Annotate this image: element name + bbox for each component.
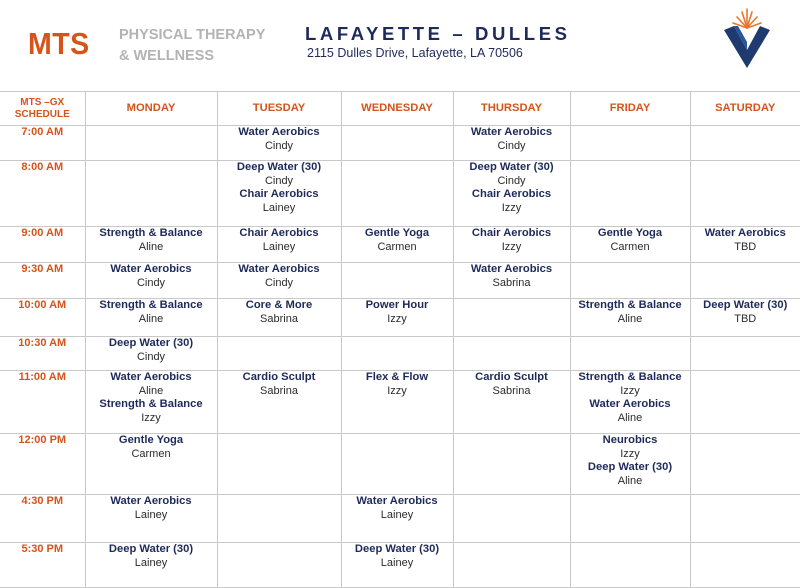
schedule-cell-friday <box>570 337 690 371</box>
instructor-name: Carmen <box>377 240 417 253</box>
instructor-name: Sabrina <box>492 276 531 289</box>
location-title: LAFAYETTE – DULLES <box>305 23 571 44</box>
instructor-name: Aline <box>617 412 643 425</box>
table-row <box>0 299 800 337</box>
class-name: Strength & Balance <box>99 299 203 311</box>
schedule-cell-saturday <box>690 263 800 299</box>
brand-tagline-line-2: & WELLNESS <box>119 48 215 64</box>
time-slot-label: 12:00 PM <box>0 434 85 495</box>
time-slot-label: 10:00 AM <box>0 299 85 337</box>
schedule-cell-thursday <box>453 227 570 263</box>
schedule-cell-monday <box>85 161 217 227</box>
schedule-cell-tuesday <box>217 299 341 337</box>
instructor-name: Lainey <box>380 556 414 569</box>
schedule-cell-monday <box>85 434 217 495</box>
instructor-name: Cindy <box>136 350 166 363</box>
schedule-cell-saturday <box>690 337 800 371</box>
class-name: Water Aerobics <box>470 126 553 138</box>
schedule-cell-tuesday <box>217 227 341 263</box>
instructor-name: Aline <box>617 475 643 488</box>
schedule-cell-wednesday <box>341 495 453 543</box>
instructor-name: Carmen <box>610 240 650 253</box>
class-name: Deep Water (30) <box>236 161 322 173</box>
brand-tagline-line-1: PHYSICAL THERAPY <box>119 27 266 43</box>
schedule-cell-tuesday <box>217 543 341 588</box>
table-row <box>0 543 800 588</box>
schedule-cell-wednesday <box>341 126 453 161</box>
schedule-cell-friday <box>570 263 690 299</box>
schedule-cell-saturday <box>690 543 800 588</box>
schedule-cell-thursday <box>453 371 570 434</box>
time-slot-label: 5:30 PM <box>0 543 85 588</box>
class-name: Cardio Sculpt <box>475 371 548 383</box>
schedule-cell-friday <box>570 227 690 263</box>
schedule-cell-friday <box>570 126 690 161</box>
day-header-wednesday: WEDNESDAY <box>341 92 453 126</box>
instructor-name: Izzy <box>620 384 640 397</box>
schedule-cell-thursday <box>453 434 570 495</box>
corner-line-1: MTS –GX <box>20 96 65 108</box>
schedule-cell-friday <box>570 495 690 543</box>
time-slot-label: 9:30 AM <box>0 263 85 299</box>
schedule-cell-friday <box>570 434 690 495</box>
day-header-tuesday: TUESDAY <box>217 92 341 126</box>
time-slot-label: 10:30 AM <box>0 337 85 371</box>
class-name: Chair Aerobics <box>471 227 552 239</box>
time-slot-label: 4:30 PM <box>0 495 85 543</box>
class-name: Core & More <box>245 299 313 311</box>
instructor-name: Lainey <box>262 240 296 253</box>
class-name: Water Aerobics <box>110 371 192 383</box>
instructor-name: Lainey <box>262 202 296 215</box>
schedule-cell-thursday <box>453 337 570 371</box>
instructor-name: TBD <box>734 312 757 325</box>
class-name: Gentle Yoga <box>597 227 663 239</box>
page-header <box>0 0 801 90</box>
class-name: Gentle Yoga <box>364 227 430 239</box>
class-name: Deep Water (30) <box>108 337 194 349</box>
table-row <box>0 263 800 299</box>
corner-line-2: SCHEDULE <box>14 108 70 120</box>
time-slot-label: 7:00 AM <box>0 126 85 161</box>
class-name: Cardio Sculpt <box>242 371 316 383</box>
instructor-name: Sabrina <box>260 384 298 397</box>
class-name: Water Aerobics <box>238 126 320 138</box>
class-name: Chair Aerobics <box>471 188 552 201</box>
schedule-cell-monday <box>85 263 217 299</box>
instructor-name: Aline <box>138 312 164 325</box>
schedule-cell-monday <box>85 126 217 161</box>
table-row <box>0 161 800 227</box>
class-name: Water Aerobics <box>110 495 192 507</box>
class-name: Deep Water (30) <box>108 543 194 555</box>
table-row <box>0 434 800 495</box>
brand-tagline <box>119 25 265 67</box>
table-row <box>0 337 800 371</box>
instructor-name: Cindy <box>264 276 294 289</box>
schedule-body <box>0 126 800 588</box>
instructor-name: TBD <box>734 240 757 253</box>
class-name: Strength & Balance <box>99 398 203 411</box>
schedule-cell-thursday <box>453 495 570 543</box>
instructor-name: Sabrina <box>492 384 531 397</box>
day-header-thursday: THURSDAY <box>453 92 570 126</box>
instructor-name: Izzy <box>387 312 407 325</box>
instructor-name: Cindy <box>497 139 526 152</box>
schedule-cell-thursday <box>453 126 570 161</box>
class-name: Chair Aerobics <box>239 227 319 239</box>
schedule-cell-saturday <box>690 495 800 543</box>
class-name: Flex & Flow <box>365 371 429 383</box>
mts-logo-text: MTS <box>28 26 90 61</box>
class-name: Chair Aerobics <box>239 188 319 201</box>
schedule-cell-thursday <box>453 299 570 337</box>
schedule-cell-friday <box>570 371 690 434</box>
schedule-cell-wednesday <box>341 543 453 588</box>
instructor-name: Cindy <box>264 174 294 187</box>
schedule-cell-friday <box>570 543 690 588</box>
instructor-name: Lainey <box>134 508 168 521</box>
time-slot-label: 9:00 AM <box>0 227 85 263</box>
instructor-name: Sabrina <box>260 312 298 325</box>
schedule-cell-wednesday <box>341 434 453 495</box>
time-slot-label: 11:00 AM <box>0 371 85 434</box>
mts-chevron-burst-icon <box>720 6 774 70</box>
gx-schedule-table <box>0 91 800 588</box>
class-name: Strength & Balance <box>99 227 203 239</box>
table-header-row <box>0 92 800 126</box>
class-name: Deep Water (30) <box>587 461 673 474</box>
schedule-cell-monday <box>85 337 217 371</box>
schedule-cell-saturday <box>690 126 800 161</box>
schedule-cell-wednesday <box>341 263 453 299</box>
instructor-name: Izzy <box>501 202 522 215</box>
class-name: Strength & Balance <box>578 371 682 383</box>
schedule-cell-friday <box>570 299 690 337</box>
schedule-cell-wednesday <box>341 227 453 263</box>
table-row <box>0 227 800 263</box>
class-name: Deep Water (30) <box>354 543 440 555</box>
schedule-cell-wednesday <box>341 161 453 227</box>
instructor-name: Izzy <box>141 412 161 425</box>
schedule-cell-wednesday <box>341 371 453 434</box>
schedule-cell-monday <box>85 299 217 337</box>
instructor-name: Lainey <box>134 556 168 569</box>
class-name: Water Aerobics <box>110 263 192 275</box>
day-header-monday: MONDAY <box>85 92 217 126</box>
table-row <box>0 126 800 161</box>
schedule-cell-saturday <box>690 434 800 495</box>
schedule-cell-thursday <box>453 263 570 299</box>
schedule-cell-friday <box>570 161 690 227</box>
time-slot-label: 8:00 AM <box>0 161 85 227</box>
instructor-name: Aline <box>617 312 643 325</box>
schedule-cell-wednesday <box>341 299 453 337</box>
class-name: Strength & Balance <box>578 299 682 311</box>
instructor-name: Cindy <box>136 276 166 289</box>
schedule-cell-tuesday <box>217 126 341 161</box>
schedule-cell-saturday <box>690 371 800 434</box>
schedule-cell-tuesday <box>217 495 341 543</box>
schedule-corner-label <box>0 92 85 126</box>
schedule-cell-tuesday <box>217 434 341 495</box>
instructor-name: Carmen <box>131 447 171 460</box>
schedule-cell-thursday <box>453 543 570 588</box>
instructor-name: Aline <box>138 240 164 253</box>
schedule-cell-tuesday <box>217 263 341 299</box>
class-name: Water Aerobics <box>704 227 786 239</box>
schedule-cell-monday <box>85 495 217 543</box>
instructor-name: Izzy <box>620 447 640 460</box>
class-name: Power Hour <box>365 299 429 311</box>
schedule-cell-saturday <box>690 227 800 263</box>
schedule-cell-tuesday <box>217 371 341 434</box>
schedule-cell-wednesday <box>341 337 453 371</box>
instructor-name: Izzy <box>387 384 407 397</box>
instructor-name: Cindy <box>264 139 294 152</box>
schedule-cell-tuesday <box>217 337 341 371</box>
table-row <box>0 495 800 543</box>
schedule-cell-saturday <box>690 161 800 227</box>
instructor-name: Izzy <box>501 240 522 253</box>
instructor-name: Aline <box>138 384 164 397</box>
schedule-cell-monday <box>85 543 217 588</box>
day-header-saturday: SATURDAY <box>690 92 800 126</box>
class-name: Gentle Yoga <box>118 434 184 446</box>
class-name: Water Aerobics <box>356 495 438 507</box>
schedule-cell-saturday <box>690 299 800 337</box>
instructor-name: Cindy <box>497 174 526 187</box>
class-name: Deep Water (30) <box>703 299 788 311</box>
class-name: Water Aerobics <box>589 398 671 411</box>
class-name: Deep Water (30) <box>469 161 554 173</box>
table-row <box>0 371 800 434</box>
schedule-cell-tuesday <box>217 161 341 227</box>
class-name: Water Aerobics <box>238 263 320 275</box>
instructor-name: Lainey <box>380 508 414 521</box>
day-header-friday: FRIDAY <box>570 92 690 126</box>
schedule-cell-monday <box>85 371 217 434</box>
location-address: 2115 Dulles Drive, Lafayette, LA 70506 <box>307 46 523 60</box>
schedule-cell-thursday <box>453 161 570 227</box>
class-name: Neurobics <box>602 434 658 446</box>
class-name: Water Aerobics <box>470 263 553 275</box>
schedule-cell-monday <box>85 227 217 263</box>
